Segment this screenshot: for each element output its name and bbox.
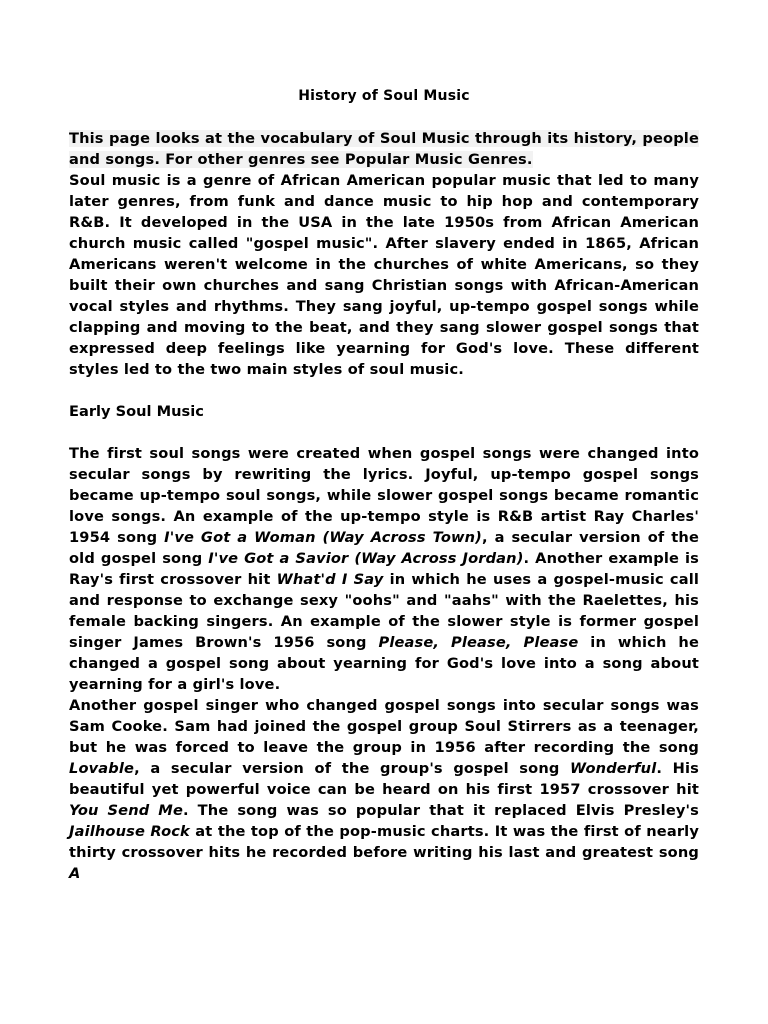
- paragraph-text: in which he uses a gospel-music call and response to exchange sexy "oohs" and "aahs" with the Raelettes, his female backing singers. An example of the slower style is former gospel singer James Brown's 1956 song: [69, 571, 700, 651]
- song-title: You Send Me: [69, 802, 184, 819]
- paragraph-text: Another gospel singer who changed gospel songs into secular songs was Sam Cooke. Sam had joined the gospel group Soul Stirrers as a teenager, but he was forced to leave the group in 1956 after recording the song: [69, 697, 699, 756]
- paragraph-text: . Another example is Ray's first crossover hit: [69, 550, 700, 588]
- intro-paragraph: [69, 128, 699, 170]
- paragraph-text: , a secular version of the group's gospel song: [134, 760, 571, 777]
- song-title: Please, Please, Please: [378, 634, 579, 651]
- paragraph-text: in which he changed a gospel song about yearning for God's love into a song about yearning for a girl's love.: [69, 634, 699, 693]
- paragraph-soul-definition: Soul music is a genre of African American popular music that led to many later genres, from funk and dance music to hip hop and contemporary R&B. It developed in the USA in the late 1950s from African American church music called "gospel music". After slavery ended in 1865, African Americans weren't welcome in the churches of white Americans, so they built their own churches and sang Christian songs with African-American vocal styles and rhythms. They sang joyful, up-tempo gospel songs while clapping and moving to the beat, and they sang slower gospel songs that expressed deep feelings like yearning for God's love. These different styles led to the two main styles of soul music.: [69, 172, 699, 378]
- intro-text: This page looks at the vocabulary of Soul Music through its history, people and songs. For other genres see Popular Music Genres.: [69, 130, 699, 168]
- section-heading-early-soul: Early Soul Music: [69, 403, 204, 420]
- document-title: History of Soul Music: [298, 88, 470, 104]
- paragraph-text: . The song was so popular that it replaced Elvis Presley's: [183, 802, 699, 819]
- paragraph-sam-cooke: [69, 695, 699, 884]
- paragraph-text: , a secular version of the old gospel song: [69, 529, 699, 567]
- song-title: Jailhouse Rock: [69, 823, 190, 840]
- song-title: Wonderful: [570, 760, 657, 777]
- song-title: What'd I Say: [276, 571, 384, 588]
- paragraph-text: The first soul songs were created when gospel songs were changed into secular songs by rewriting the lyrics. Joyful, up-tempo gospel songs became up-tempo soul songs, while slower gospel songs became romantic love songs. An example of the up-tempo style is R&B artist Ray Charles' 1954 song: [69, 445, 699, 546]
- paragraph-early-soul: [69, 443, 699, 695]
- song-title: I've Got a Savior (Way Across Jordan): [208, 550, 524, 567]
- paragraph-text: at the top of the pop-music charts. It was the first of nearly thirty crossover hits he recorded before writing his last and greatest song: [69, 823, 699, 861]
- song-title: Lovable: [69, 760, 135, 777]
- song-title: A: [69, 865, 81, 882]
- song-title: I've Got a Woman (Way Across Town): [164, 529, 482, 546]
- document-page: [69, 86, 699, 884]
- paragraph-text: . His beautiful yet powerful voice can be heard on his first 1957 crossover hit: [69, 760, 700, 798]
